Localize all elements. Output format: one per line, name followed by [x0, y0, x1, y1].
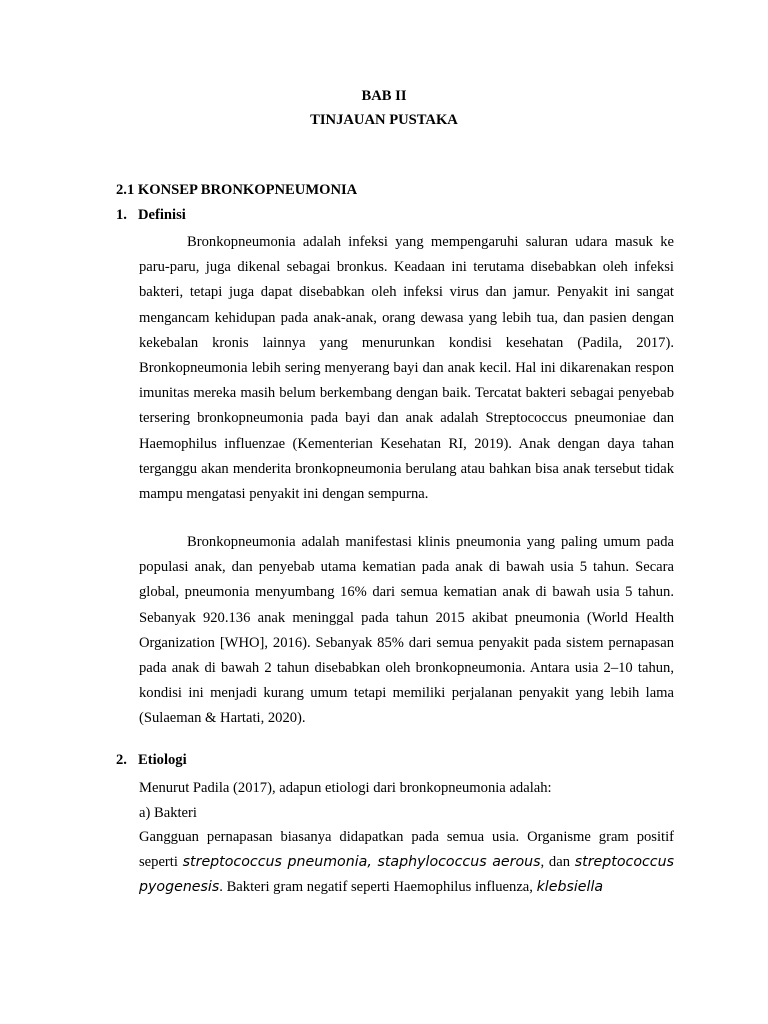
- italic-organism: klebsiella: [536, 879, 604, 896]
- italic-organism: streptococcus pyogenesis: [139, 854, 674, 896]
- etiologi-item-text: [139, 825, 674, 901]
- subsection-title: Definisi: [138, 207, 186, 223]
- subsection-title: Etiologi: [138, 752, 187, 768]
- subsection-heading-etiologi: [116, 752, 187, 769]
- chapter-title: TINJAUAN PUSTAKA: [310, 112, 458, 128]
- etiologi-item-label: a) Bakteri: [139, 805, 197, 821]
- subsection-heading-definisi: [116, 207, 186, 224]
- subsection-number: 2.: [116, 752, 127, 768]
- italic-organisms: streptococcus pneumonia, staphylococcus aerous: [182, 854, 541, 871]
- definisi-paragraph-1: Bronkopneumonia adalah infeksi yang mempengaruhi saluran udara masuk ke paru-paru, juga dikenal sebagai bronkus. Keadaan ini terutama disebabkan oleh infeksi bakteri, tetapi juga dapat disebabkan oleh infeksi virus dan jamur. Penyakit ini sangat mengancam kehidupan pada anak-anak, orang dewasa yang lebih tua, dan pasien dengan kekebalan kronis lainnya yang menurunkan kondisi kesehatan (Padila, 2017). Bronkopneumonia lebih sering menyerang bayi dan anak kecil. Hal ini dikarenakan respon imunitas mereka masih belum berkembang dengan baik. Tercatat bakteri sebagai penyebab tersering bronkopneumonia pada bayi dan anak adalah Streptococcus pneumoniae dan Haemophilus influenzae (Kementerian Kesehatan RI, 2019). Anak dengan daya tahan terganggu akan menderita bronkopneumonia berulang atau bahkan bisa anak tersebut tidak mampu mengatasi penyakit ini dengan sempurna.: [139, 234, 674, 503]
- subsection-number: 1.: [116, 207, 127, 223]
- definisi-paragraph-2: Bronkopneumonia adalah manifestasi klinis pneumonia yang paling umum pada populasi anak, dan penyebab utama kematian pada anak di bawah usia 5 tahun. Secara global, pneumonia menyumbang 16% dari semua kematian anak di bawah usia 5 tahun. Sebanyak 920.136 anak meninggal pada tahun 2015 akibat pneumonia (World Health Organization [WHO], 2016). Sebanyak 85% dari semua penyakit pada sistem pernapasan pada anak di bawah 2 tahun disebabkan oleh bronkopneumonia. Antara usia 2–10 tahun, kondisi ini menjadi kurang umum tetapi memiliki perjalanan penyakit yang lebih lama (Sulaeman & Hartati, 2020).: [139, 534, 674, 727]
- etiologi-intro: Menurut Padila (2017), adapun etiologi dari bronkopneumonia adalah:: [139, 780, 552, 796]
- section-heading: 2.1 KONSEP BRONKOPNEUMONIA: [116, 182, 358, 198]
- text-segment: Gangguan pernapasan biasanya didapatkan pada semua usia. Organisme gram positif seperti: [139, 829, 674, 871]
- text-segment: , dan: [540, 854, 575, 871]
- text-segment: . Bakteri gram negatif seperti Haemophilus influenza,: [219, 879, 537, 896]
- chapter-number: BAB II: [361, 88, 407, 104]
